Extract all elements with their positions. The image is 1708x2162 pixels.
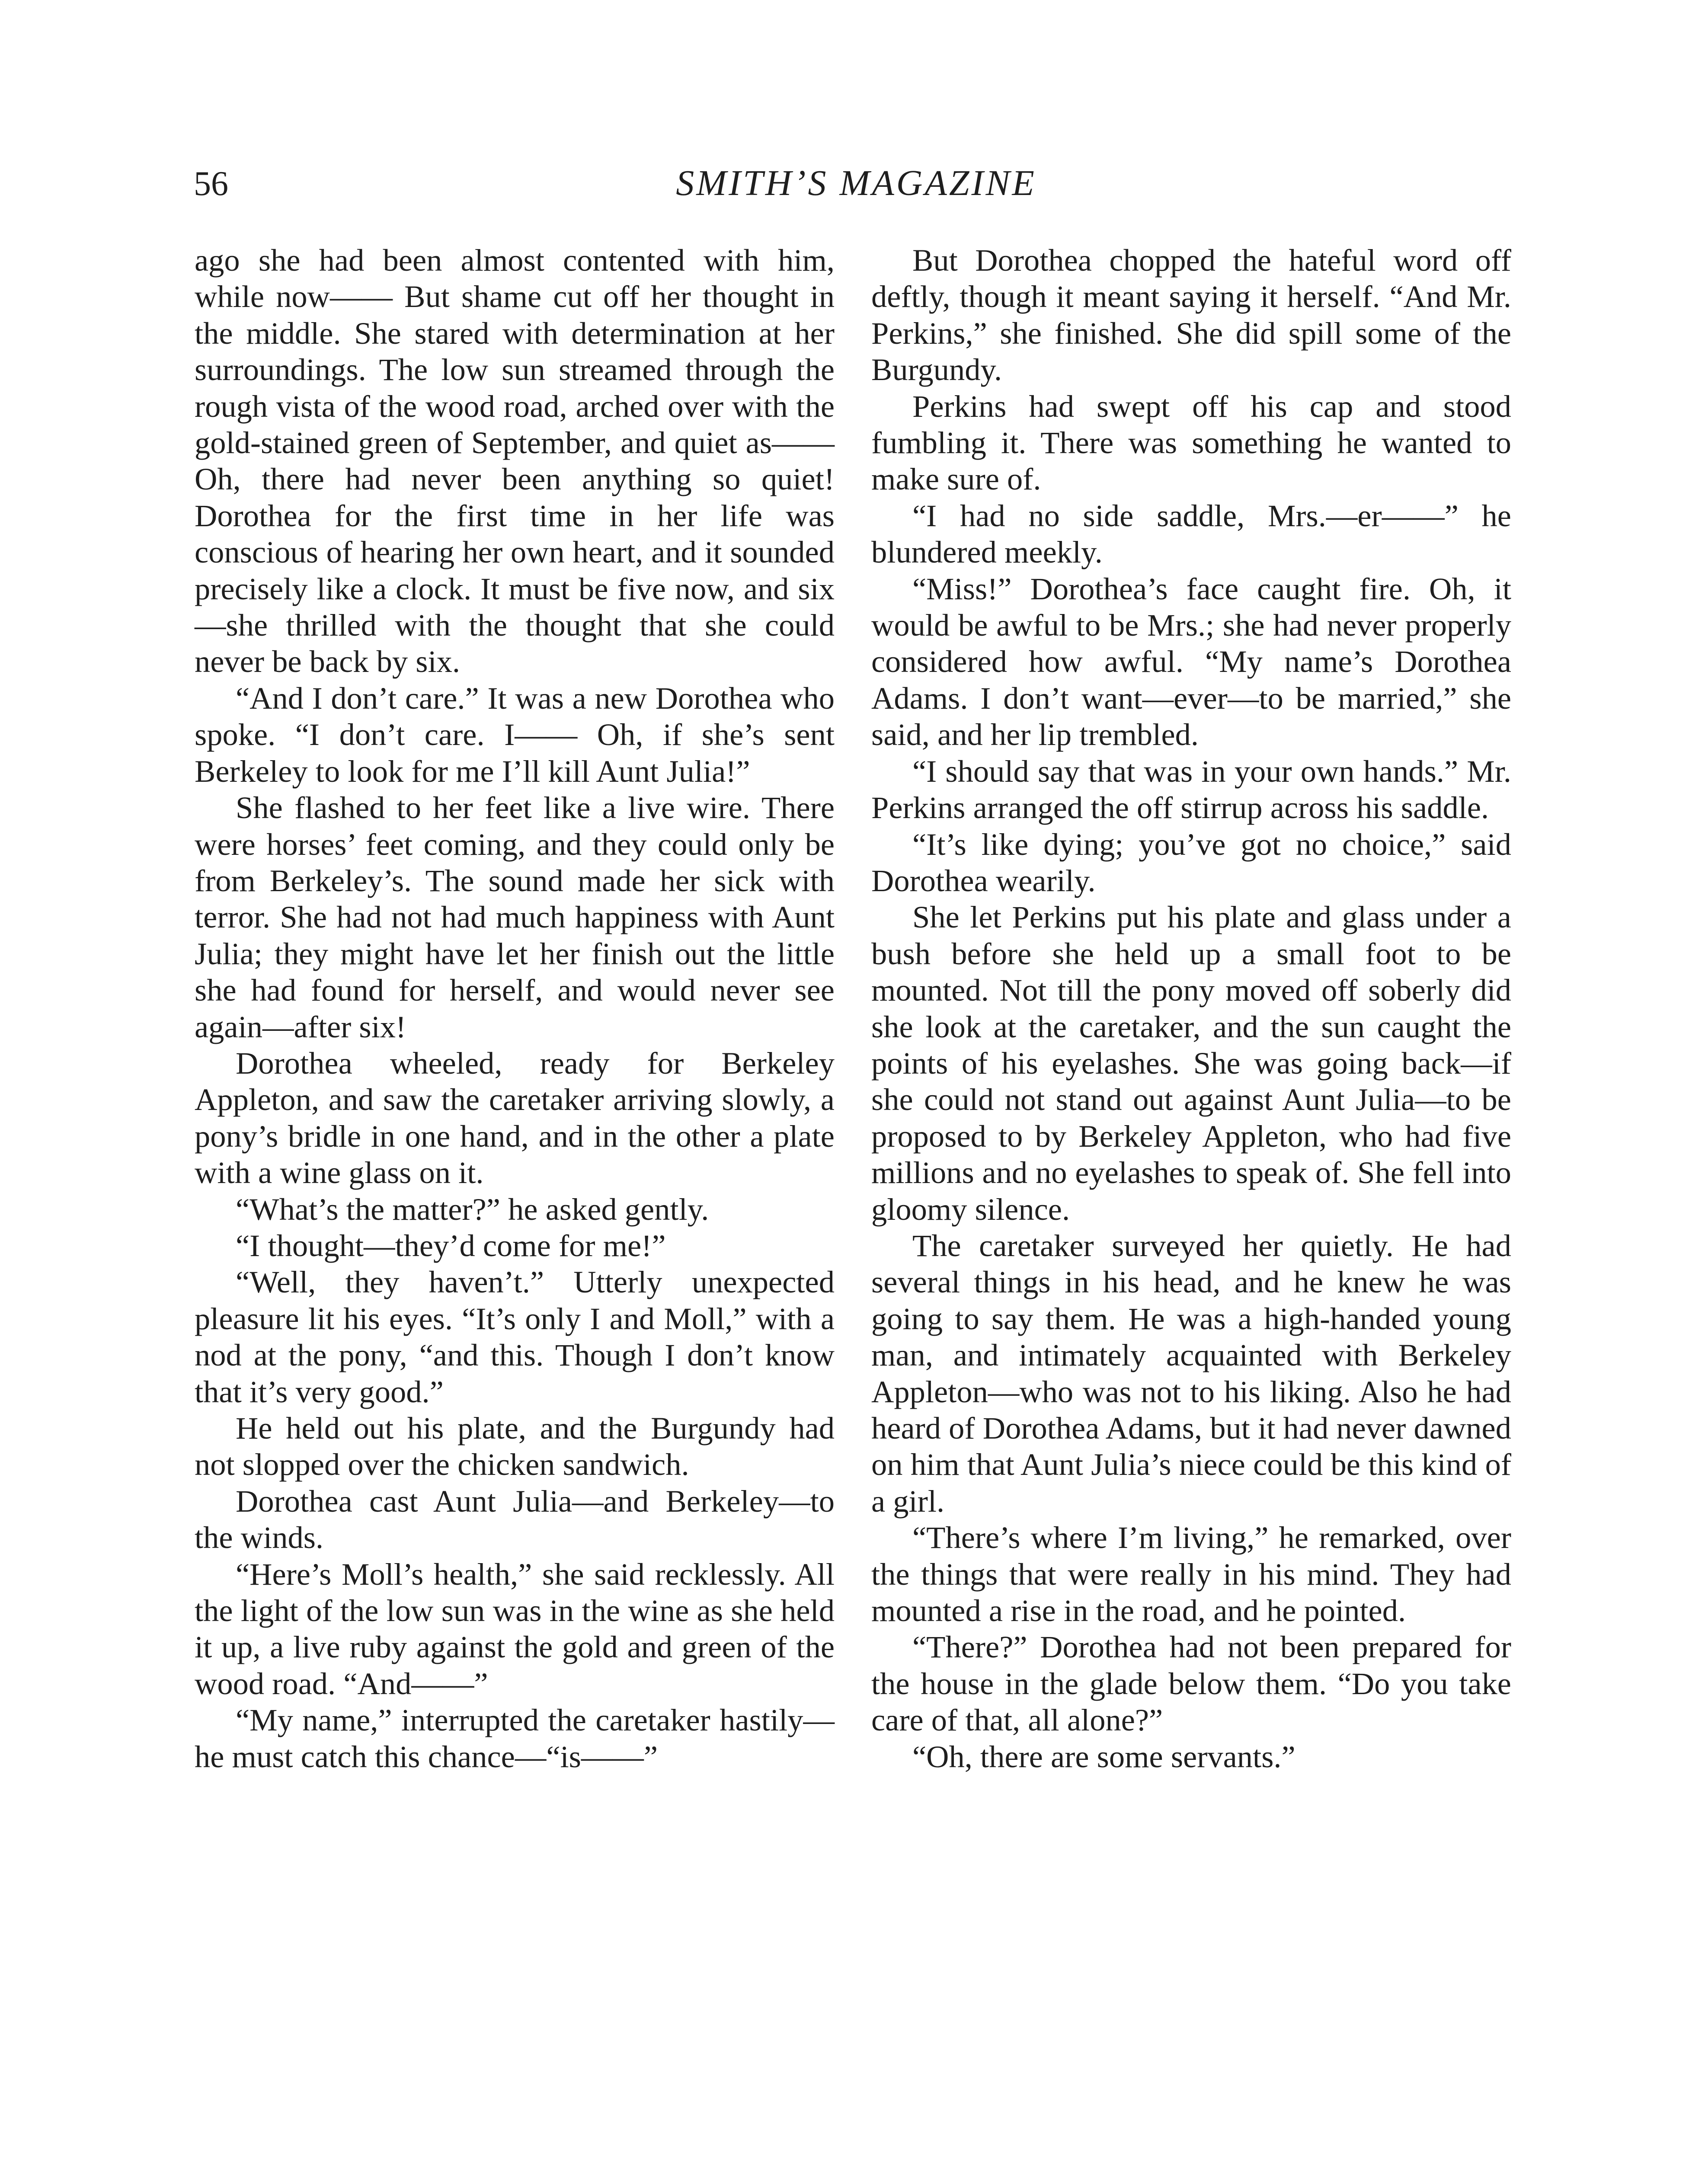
paragraph: She let Perkins put his plate and glass under a bush before she held up a small foot to be mounted. Not till the pony moved off soberly did she look at the caretaker, and the sun caught the points of his eyelashes. She was going back—if she could not stand out against Aunt Julia—to be proposed to by Berkeley Appleton, who had five millions and no eyelashes to speak of. She fell into gloomy silence. [871, 899, 1511, 1227]
paragraph: Dorothea wheeled, ready for Berkeley Appleton, and saw the caretaker arriving slowly, a pony’s bridle in one hand, and in the other a plate with a wine glass on it. [195, 1045, 835, 1190]
page-number: 56 [194, 165, 228, 203]
paragraph: “My name,” interrupted the caretaker hastily—he must catch this chance—“is——” [195, 1702, 835, 1774]
paragraph: “Here’s Moll’s health,” she said recklessly. All the light of the low sun was in the wine as she held it up, a live ruby against the gold and green of the wood road. “And——” [195, 1556, 835, 1701]
paragraph: But Dorothea chopped the hateful word off deftly, though it meant saying it herself. “And Mr. Perkins,” she finished. She did spill some of the Burgundy. [871, 243, 1511, 387]
paragraph: “There’s where I’m living,” he remarked, over the things that were really in his mind. They had mounted a rise in the road, and he pointed. [871, 1520, 1511, 1628]
paragraph: “Well, they haven’t.” Utterly unexpected pleasure lit his eyes. “It’s only I and Moll,” with a nod at the pony, “and this. Though I don’t know that it’s very good.” [195, 1264, 835, 1409]
paragraph: “It’s like dying; you’ve got no choice,” said Dorothea wearily. [871, 826, 1511, 898]
paragraph: ago she had been almost contented with him, while now—— But shame cut off her thought in the middle. She stared with determination at her surroundings. The low sun streamed through the rough vista of the wood road, arched over with the gold-stained green of September, and quiet as—— Oh, there had never been anything so quiet! Dorothea for the first time in her life was conscious of hearing her own heart, and it sounded precisely like a clock. It must be five now, and six—she thrilled with the thought that she could never be back by six. [195, 243, 835, 679]
paragraph: He held out his plate, and the Burgundy had not slopped over the chicken sandwich. [195, 1410, 835, 1482]
paragraph: Dorothea cast Aunt Julia—and Berkeley—to the winds. [195, 1483, 835, 1555]
paragraph: “There?” Dorothea had not been prepared for the house in the glade below them. “Do you take care of that, all alone?” [871, 1629, 1511, 1738]
paragraph: “Miss!” Dorothea’s face caught fire. Oh, it would be awful to be Mrs.; she had never properly considered how awful. “My name’s Dorothea Adams. I don’t want—ever—to be married,” she said, and her lip trembled. [871, 571, 1511, 752]
left-column [195, 242, 835, 1775]
paragraph: “What’s the matter?” he asked gently. [236, 1191, 709, 1227]
paragraph: Perkins had swept off his cap and stood fumbling it. There was something he wanted to make sure of. [871, 388, 1511, 497]
paragraph: “I thought—they’d come for me!” [236, 1228, 666, 1263]
paragraph: “I had no side saddle, Mrs.—er——” he blundered meekly. [871, 498, 1511, 570]
paragraph: The caretaker surveyed her quietly. He had several things in his head, and he knew he was going to say them. He was a high-handed young man, and intimately acquainted with Berkeley Appleton—who was not to his liking. Also he had heard of Dorothea Adams, but it had never dawned on him that Aunt Julia’s niece could be this kind of a girl. [871, 1228, 1511, 1519]
right-column [871, 242, 1511, 1775]
running-head-title: SMITH’S MAGAZINE [676, 163, 1036, 203]
paragraph: “And I don’t care.” It was a new Dorothea who spoke. “I don’t care. I—— Oh, if she’s sent Berkeley to look for me I’ll kill Aunt Julia!” [195, 680, 835, 789]
paragraph: “I should say that was in your own hands.” Mr. Perkins arranged the off stirrup across his saddle. [871, 753, 1511, 825]
paragraph: “Oh, there are some servants.” [912, 1739, 1295, 1774]
paragraph: She flashed to her feet like a live wire. There were horses’ feet coming, and they could only be from Berkeley’s. The sound made her sick with terror. She had not had much happiness with Aunt Julia; they might have let her finish out the little she had found for herself, and would never see again—after six! [195, 790, 835, 1044]
